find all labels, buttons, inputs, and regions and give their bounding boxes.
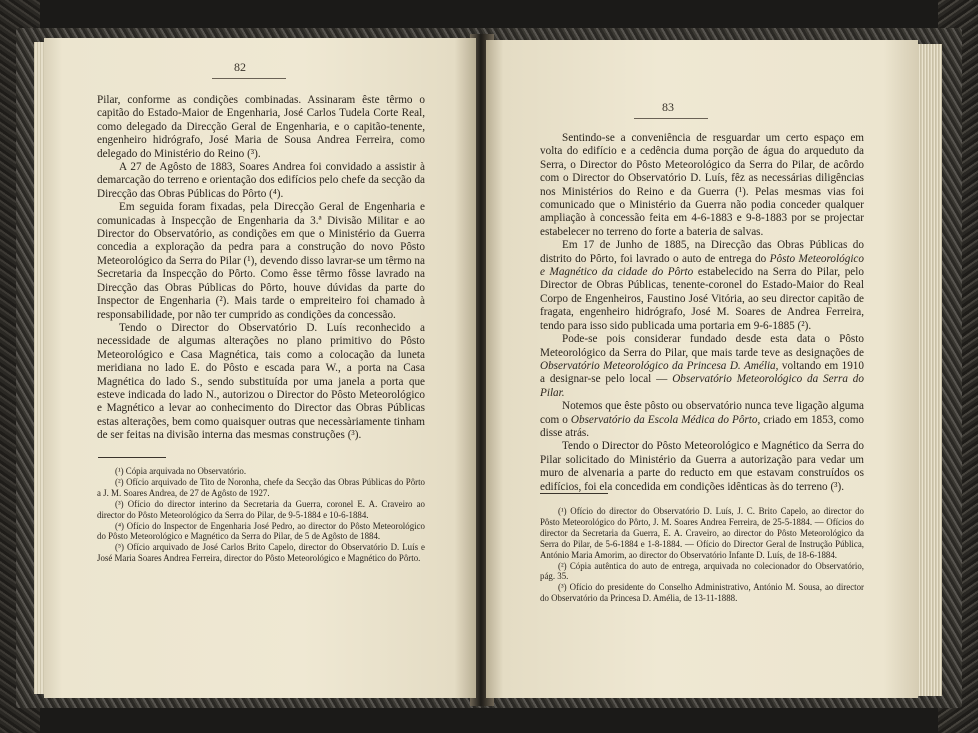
right-page-number-rule xyxy=(634,118,708,119)
right-page-body xyxy=(540,132,864,494)
right-footnote-1: (¹) Ofício do director do Observatório D. Luís, J. C. Brito Capelo, ao director do Pôsto Meteorológico do Pôrto, J. M. Soares Andrea Ferreira, de 25-5-1884. — Ofícios do director da Secretaria da Guerra, E. A. Craveiro, ao director do Pôsto Meteorológico da Serra do Pilar, de 5-6-1884 e 1-8-1884. — Ofício do Director Geral de Instrução Pública, António Maria Amorim, ao director do Observatório Infante D. Luís, de 18-6-1884. xyxy=(540,506,864,560)
right-footnote-rule xyxy=(540,493,608,494)
right-footnotes xyxy=(540,506,864,604)
right-page xyxy=(486,40,918,698)
right-paragraph-2: Em 17 de Junho de 1885, na Direcção das Obras Públicas do distrito do Pôrto, foi lavrado o auto de entrega do Pôsto Meteorológico e Magnético da cidade do Pôrto estabelecido na Serra do Pilar, pelo Director de Obras Públicas, tenente-coronel do Estado-Maior do Real Corpo de Engenheiros, Faustino José Vitória, ao seu director capitão de fragata, engenheiro hidrógrafo, José M. Soares de Andrea Ferreira, tendo para isso sido publicada uma portaria em 9-6-1885 (²). xyxy=(540,239,864,332)
left-paragraph-2: A 27 de Agôsto de 1883, Soares Andrea foi convidado a assistir à demarcação do terreno e orientação dos edifícios pelo chefe da secção da Direcção das Obras Públicas do Pôrto (⁴). xyxy=(97,161,425,200)
right-italic-title-2: Observatório Meteorológico da Princesa D. Amélia xyxy=(540,359,776,372)
left-paragraph-1: Pilar, conforme as condições combinadas. Assinaram êste têrmo o capitão do Estado-Maior de Engenharia, José Carlos Tudela Corte Real, como delegado da Direcção Geral de Engenharia, e o capitão-tenente, engenheiro hidrógrafo, José Maria de Sousa Andrea Ferreira, como delegado do Ministério do Reino (³). xyxy=(97,94,425,160)
left-footnote-5: (⁵) Ofício arquivado de José Carlos Brito Capelo, director do Observatório D. Luís e José Maria Soares Andrea Ferreira, director do Pôsto Meteorológico e Magnético do Pôrto. xyxy=(97,542,425,564)
left-footnote-4: (⁴) Ofício do Inspector de Engenharia José Pedro, ao director do Pôsto Meteorológico do Pôsto Meteorológico e Magnético da Serra do Pilar, de 5 de Agôsto de 1884. xyxy=(97,520,425,542)
right-paragraph-1: Sentindo-se a conveniência de resguardar um certo espaço em volta do edifício e a cedência duma porção de água do arqueduto da Serra, o Director do Pôsto Meteorológico da Serra do Pilar, de acôrdo com o Director do Observatório D. Luís, fêz as necessárias diligências nos Ministérios do Reino e da Guerra (¹). Pelas mesmas vias foi comunicado que o Ministério da Guerra não podia conceder qualquer ampliação à concessão feita em 4-6-1883 e 9-8-1883 por se projectar estabelecer no terreno do forte a bateria de salvas. xyxy=(540,132,864,238)
left-footnote-1: (¹) Cópia arquivada no Observatório. xyxy=(115,466,247,476)
right-page-number: 83 xyxy=(662,100,674,114)
left-footnotes xyxy=(97,466,425,564)
left-footnote-2: (²) Ofício arquivado de Tito de Noronha, chefe da Secção das Obras Públicas do Pôrto a J. M. Soares Andrea, de 27 de Agôsto de 1927. xyxy=(97,476,425,498)
left-paragraph-3: Em seguida foram fixadas, pela Direcção Geral de Engenharia e comunicadas à Inspecção de Engenharia da 3.ª Divisão Militar e ao Director do Observatório, as condições em que o Ministério da Guerra concedia a exploração da pedra para a construção do novo Pôsto Meteorológico da Serra do Pilar (¹), devendo disso lavrar-se um têrmo na Secretaria da Inspecção do Pôrto. Como êsse têrmo fôsse lavrado na Direcção das Obras Públicas do Pôrto, houve dúvidas da parte do Inspector de Engenharia (²). Mais tarde o empreiteiro foi chamado à responsabilidade, por não ter cumprido as condições da concessão. xyxy=(97,201,425,321)
left-footnote-rule xyxy=(98,457,166,458)
right-paragraph-5: Tendo o Director do Pôsto Meteorológico e Magnético da Serra do Pilar solicitado do Ministério da Guerra a autorização para vedar um muro de alvenaria a parte do reducto em que estavam construídos os edifícios, foi ela concedida em condições idênticas às do terreno (³). xyxy=(540,440,864,493)
right-italic-title-4: Observatório da Escola Médica do Pôrto xyxy=(570,413,758,426)
right-italic-title-3: Observatório Meteorológico da Serra do Pilar. xyxy=(540,373,864,399)
left-page-number-rule xyxy=(212,78,286,79)
left-page-number: 82 xyxy=(234,60,246,74)
left-footnote-3: (³) Ofício do director interino da Secretaria da Guerra, coronel E. A. Craveiro ao director do Pôsto Meteorológico da Serra do Pilar, de 9-5-1884 e 10-6-1884. xyxy=(97,498,425,520)
right-footnote-2: (²) Cópia autêntica do auto de entrega, arquivada no colecionador do Observatório, pág. 35. xyxy=(540,560,864,582)
right-footnote-3: (³) Ofício do presidente do Conselho Administrativo, António M. Sousa, ao director do Observatório da Princesa D. Amélia, de 13-11-1888. xyxy=(540,582,864,604)
right-paragraph-4: Notemos que êste pôsto ou observatório nunca teve ligação alguma com o Observatório da Escola Médica do Pôrto, criado em 1853, como disse atrás. xyxy=(540,400,864,439)
left-page-body xyxy=(97,94,425,443)
right-paragraph-3: Pode-se pois considerar fundado desde esta data o Pôsto Meteorológico da Serra do Pilar, que mais tarde teve as designações de Observatório Meteorológico da Princesa D. Amélia, voltando em 1910 a designar-se pelo local — Observatório Meteorológico da Serra do Pilar. xyxy=(540,333,864,399)
right-italic-title-1: Pôsto Meteorológico e Magnético da cidade do Pôrto xyxy=(540,252,864,279)
left-paragraph-4: Tendo o Director do Observatório D. Luís reconhecido a necessidade de algumas alterações no plano primitivo do Pôsto Meteorológico e Casa Magnética, tais como a colocação da luneta meridiana no lado E. do Pôsto e escada para W., a porta na Casa Magnética do lado S., sendo substituída por uma janela a porta que esteve indicada do lado N., autorizou o Director do Pôsto Meteorológico e Magnético a levar ao conhecimento do Director das Obras Públicas estas alterações, bem como quaisquer outras que necessàriamente tinham de ser feitas na divisão interna das mesmas construções (³). xyxy=(97,321,425,442)
